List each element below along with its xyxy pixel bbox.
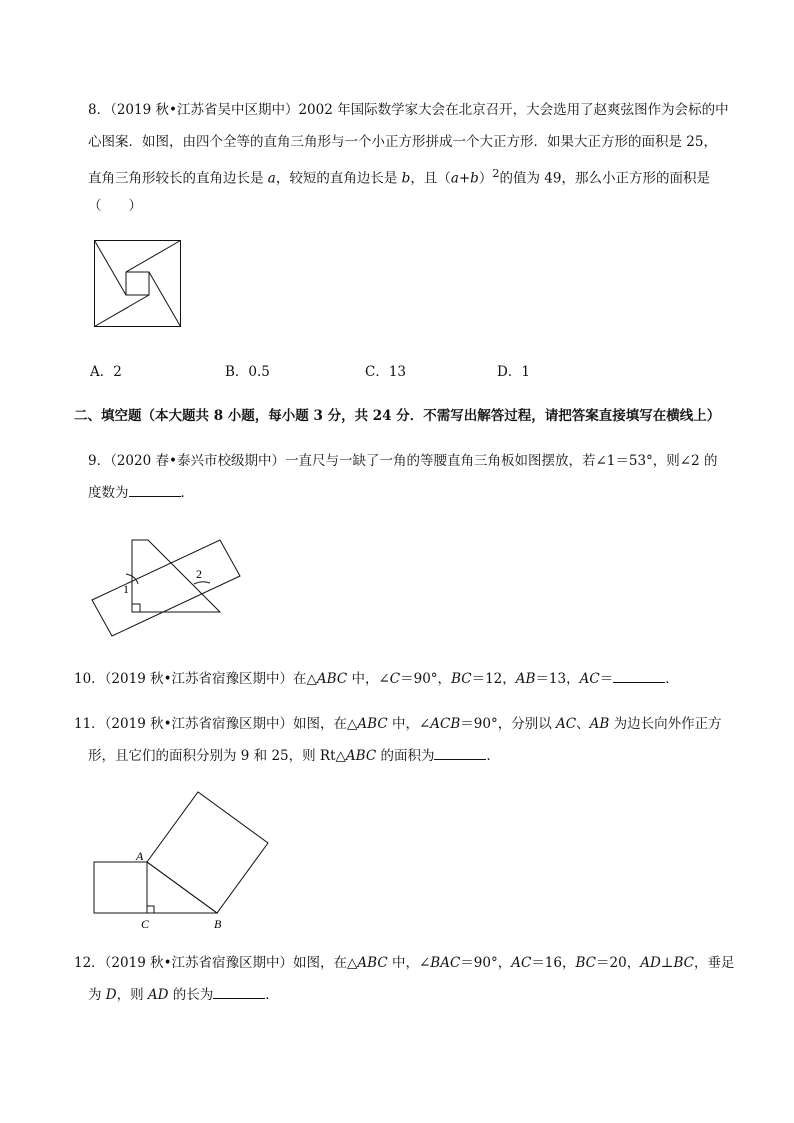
answer-blank — [129, 484, 181, 497]
angle-1-label: 1 — [123, 582, 129, 596]
q12-line-2: 为 D，则 AD 的长为 ． — [88, 987, 279, 1003]
vertex-a-label: A — [136, 849, 144, 863]
q10-line: 10．（2019 秋•江苏省宿豫区期中）在△ABC 中，∠C＝90°，BC＝12，AB＝13，AC＝ ． — [74, 671, 679, 687]
q8-option-a: A．2 — [90, 364, 122, 380]
q9-line-1: 9．（2020 春•泰兴市校级期中）一直尺与一缺了一角的等腰直角三角板如图摆放，若∠1＝53°，则∠2 的 — [88, 453, 718, 469]
q8-line-3: 直角三角形较长的直角边长是 a，较短的直角边长是 b，且$(a+b)^2$的值为 49，那么小正方形的面积是 — [88, 167, 710, 187]
q9-line-2: 度数为 ． — [88, 485, 194, 501]
q11-line-1: 11．（2019 秋•江苏省宿豫区期中）如图，在△ABC 中，∠ACB＝90°，分别以 AC、AB 为边长向外作正方 — [74, 716, 722, 732]
q8-line-1: 8．（2019 秋•江苏省吴中区期中）2002 年国际数学家大会在北京召开，大会选用了赵爽弦图作为会标的中 — [88, 102, 729, 118]
q11-line-2: 形，且它们的面积分别为 9 和 25，则 Rt△ABC 的面积为 ． — [88, 748, 500, 764]
q8-option-b: B．0.5 — [225, 364, 270, 380]
vertex-c-label: C — [141, 917, 150, 931]
q8-option-c: C．13 — [365, 364, 407, 380]
answer-blank — [434, 747, 486, 760]
section-2-heading: 二、填空题（本大题共 8 小题，每小题 3 分，共 24 分．不需写出解答过程，请把答案直接填写在横线上） — [74, 408, 721, 424]
answer-blank — [213, 986, 265, 999]
q8-line-4: （ ） — [88, 198, 142, 214]
q12-line-1: 12．（2019 秋•江苏省宿豫区期中）如图，在△ABC 中，∠BAC＝90°，AC＝16，BC＝20，AD⊥BC，垂足 — [74, 955, 735, 971]
pythagoras-squares-figure — [90, 788, 275, 933]
q8-line-2: 心图案．如图，由四个全等的直角三角形与一个小正方形拼成一个大正方形．如果大正方形的面积是 25， — [88, 134, 717, 150]
vertex-b-label: B — [214, 917, 222, 931]
zhao-shuang-chord-figure — [94, 240, 182, 328]
ruler-triangle-figure — [90, 534, 245, 639]
angle-2-label: 2 — [196, 567, 202, 581]
answer-blank — [613, 670, 665, 683]
q8-option-d: D．1 — [497, 364, 530, 380]
